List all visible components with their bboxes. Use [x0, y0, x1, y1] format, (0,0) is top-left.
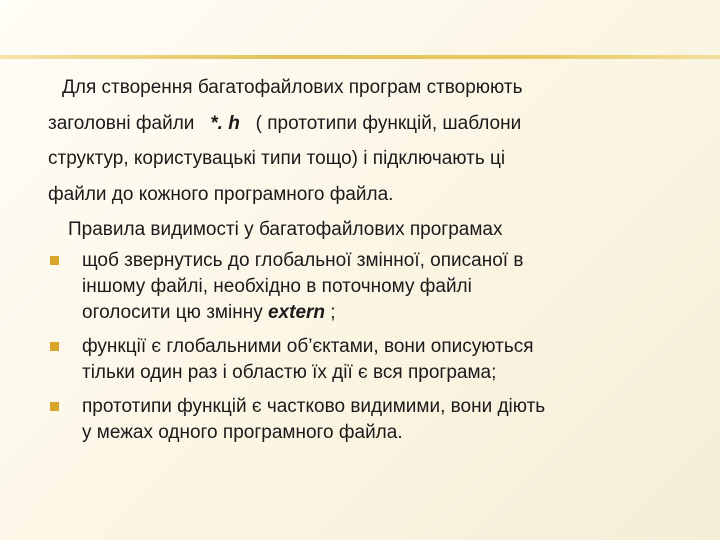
- rules-list: [48, 248, 698, 446]
- bullet-1-line-3-text: оголосити цю змінну: [82, 302, 263, 323]
- top-accent-rule: [0, 55, 720, 59]
- intro-line-1: Для створення багатофайлових програм створюють: [62, 77, 523, 98]
- bullet-1-line-3: [82, 300, 698, 326]
- bullet-1-tail: ;: [330, 302, 336, 323]
- square-bullet-icon: [50, 402, 59, 411]
- bullet-1-line-2: іншому файлі, необхідно в поточному файлі: [82, 276, 472, 297]
- list-item: [48, 248, 698, 326]
- intro-line-4: файли до кожного програмного файла.: [48, 183, 394, 205]
- bullet-3-line-1: прототипи функцій є частково видимими, вони діють: [82, 396, 546, 417]
- list-item: [48, 394, 698, 446]
- intro-paragraph: [48, 70, 698, 212]
- intro-line-2-text: заголовні файли: [48, 112, 195, 134]
- intro-line-2: [48, 106, 698, 142]
- extern-keyword: extern: [267, 302, 326, 323]
- bullet-2-line-1: функції є глобальними об’єктами, вони описуються: [82, 336, 534, 357]
- list-item: [48, 334, 698, 386]
- bullet-3-line-2: у межах одного програмного файла.: [82, 422, 403, 443]
- header-file-pattern: *. h: [210, 112, 240, 134]
- bullet-2-line-2: тільки один раз і областю їх дії є вся програма;: [82, 362, 497, 383]
- intro-line-2-rest: ( прототипи функцій, шаблони: [255, 112, 522, 134]
- bullet-1-line-1: щоб звернутись до глобальної змінної, описаної в: [82, 250, 524, 271]
- intro-line-3: структур, користувацькі типи тощо) і підключають ці: [48, 148, 506, 169]
- rules-subheading: Правила видимості у багатофайлових програмах: [68, 219, 503, 240]
- square-bullet-icon: [50, 342, 59, 351]
- square-bullet-icon: [50, 256, 59, 265]
- slide-content: [48, 70, 698, 454]
